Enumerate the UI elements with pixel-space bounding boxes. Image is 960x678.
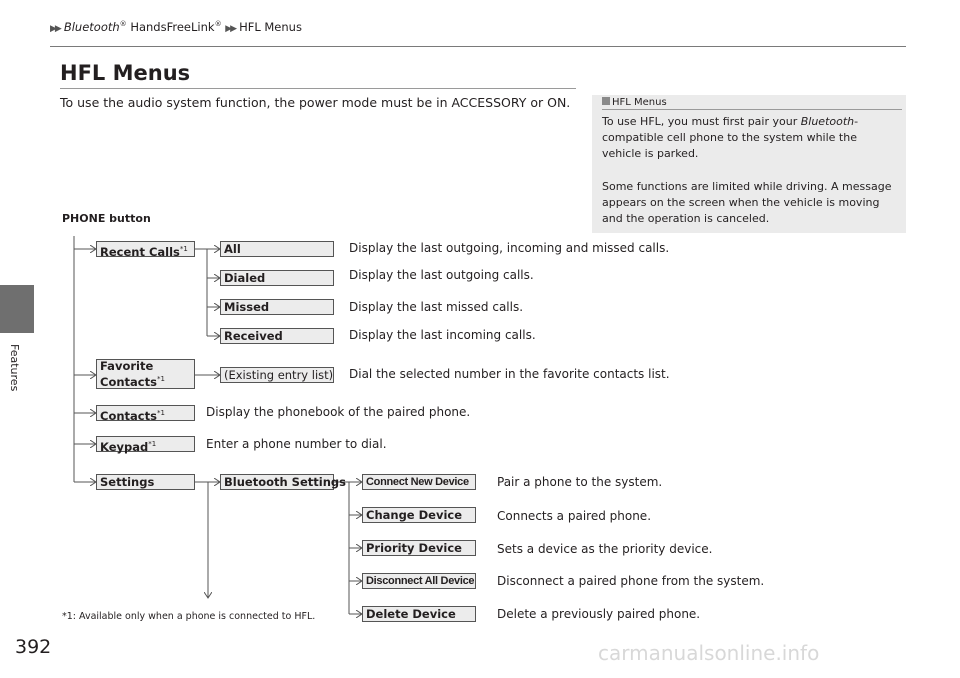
note-paragraph-2: Some functions are limited while driving. A message appears on the screen when the vehicle is moving and the operation is canceled. (602, 180, 892, 225)
desc-disconnect-all-device: Disconnect a paired phone from the system. (497, 574, 765, 588)
menu-change-device[interactable]: Change Device (362, 507, 476, 523)
desc-dialed: Display the last outgoing calls. (349, 268, 534, 282)
desc-connect-new-device: Pair a phone to the system. (497, 475, 663, 489)
menu-bluetooth-settings[interactable]: Bluetooth Settings (220, 474, 334, 490)
desc-received: Display the last incoming calls. (349, 328, 536, 342)
registered-mark: ® (119, 20, 127, 29)
menu-missed[interactable]: Missed (220, 299, 334, 315)
menu-disconnect-all-device[interactable]: Disconnect All Device (362, 573, 476, 589)
breadcrumb-bluetooth[interactable]: Bluetooth (63, 20, 120, 34)
menu-dialed[interactable]: Dialed (220, 270, 334, 286)
desc-contacts: Display the phonebook of the paired phone. (206, 405, 471, 419)
note-paragraph-1: To use HFL, you must first pair your Bluetooth-compatible cell phone to the system while the vehicle is parked. (602, 115, 859, 160)
desc-favorite: Dial the selected number in the favorite contacts list. (349, 367, 670, 381)
menu-all[interactable]: All (220, 241, 334, 257)
menu-keypad[interactable]: Keypad$^{*1}$ (96, 436, 195, 452)
menu-priority-device[interactable]: Priority Device (362, 540, 476, 556)
intro-text: To use the audio system function, the power mode must be in ACCESSORY or ON. (60, 95, 571, 110)
page-title: HFL Menus (60, 61, 191, 85)
menu-received[interactable]: Received (220, 328, 334, 344)
breadcrumb-handsfreelink[interactable]: HandsFreeLink (126, 20, 215, 34)
note-heading: HFL Menus (602, 97, 667, 108)
menu-contacts[interactable]: Contacts$^{*1}$ (96, 405, 195, 421)
desc-priority-device: Sets a device as the priority device. (497, 542, 713, 556)
menu-delete-device[interactable]: Delete Device (362, 606, 476, 622)
desc-all: Display the last outgoing, incoming and missed calls. (349, 241, 670, 255)
menu-connect-new-device[interactable]: Connect New Device (362, 474, 476, 490)
desc-delete-device: Delete a previously paired phone. (497, 607, 701, 621)
side-tab-label: Features (8, 344, 21, 392)
breadcrumb-arrow-icon: ▶▶ (50, 24, 60, 34)
registered-mark: ® (214, 20, 222, 29)
footnote: *1: Available only when a phone is connected to HFL. (62, 611, 316, 622)
watermark: carmanualsonline.info (598, 641, 820, 665)
desc-keypad: Enter a phone number to dial. (206, 437, 387, 451)
desc-change-device: Connects a paired phone. (497, 509, 652, 523)
menu-favorite-contacts[interactable]: Favorite Contacts$^{*1}$ (96, 359, 195, 389)
phone-button-label: PHONE button (62, 212, 151, 225)
menu-recent-calls[interactable]: Recent Calls$^{*1}$ (96, 241, 195, 257)
menu-existing-entry-list[interactable]: (Existing entry list) (220, 367, 334, 383)
desc-missed: Display the last missed calls. (349, 300, 524, 314)
breadcrumb-hfl-menus[interactable]: HFL Menus (239, 20, 302, 34)
menu-settings[interactable]: Settings (96, 474, 195, 490)
breadcrumb-arrow-icon: ▶▶ (225, 24, 236, 34)
page-number: 392 (15, 636, 52, 658)
